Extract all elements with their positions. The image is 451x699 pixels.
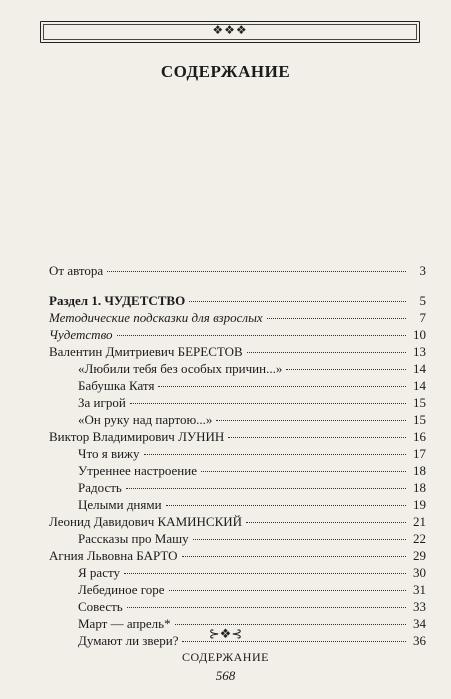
dot-leader <box>216 420 406 421</box>
toc-entry-title: «Любили тебя без особых причин...» <box>78 361 283 376</box>
toc-entry <box>49 581 426 598</box>
dot-leader <box>201 471 406 472</box>
dot-leader <box>144 454 406 455</box>
dot-leader <box>169 590 406 591</box>
toc-entry <box>49 564 426 581</box>
toc-entry <box>49 326 426 343</box>
running-footer-title: СОДЕРЖАНИЕ <box>182 650 269 664</box>
toc-entry-title: Март — апрель* <box>78 616 171 631</box>
toc-entry-page: 13 <box>413 344 426 359</box>
page-title: СОДЕРЖАНИЕ <box>160 62 291 81</box>
toc-entry-page: 15 <box>413 412 426 427</box>
page-number: 568 <box>215 668 236 683</box>
toc-entry-title: Утреннее настроение <box>78 463 197 478</box>
toc-entry <box>49 292 426 309</box>
toc-entry <box>49 309 426 326</box>
toc-entry <box>49 530 426 547</box>
dot-leader <box>117 335 406 336</box>
header-ornament-icon: ❖❖❖ <box>212 23 248 37</box>
toc-entry <box>49 343 426 360</box>
toc-entry <box>49 496 426 513</box>
toc-entry-title: Думают ли звери? <box>78 633 179 648</box>
bleed-through-text <box>36 50 436 320</box>
toc-entry <box>49 394 426 411</box>
toc-entry-page: 31 <box>413 582 426 597</box>
toc-entry-title: Лебединое горе <box>78 582 165 597</box>
toc-entry-title: Бабушка Катя <box>78 378 155 393</box>
dot-leader <box>127 607 406 608</box>
toc-entry-title: Валентин Дмитриевич БЕРЕСТОВ <box>49 344 243 359</box>
toc-entry-page: 5 <box>419 293 426 308</box>
toc-entry-title: Рассказы про Машу <box>78 531 189 546</box>
dot-leader <box>189 301 406 302</box>
toc-entry-page: 18 <box>413 480 426 495</box>
dot-leader <box>182 556 406 557</box>
header-frame <box>40 21 420 43</box>
dot-leader <box>158 386 406 387</box>
toc-entry <box>49 462 426 479</box>
toc-entry-page: 14 <box>413 361 426 376</box>
toc-entry-title: Совесть <box>78 599 123 614</box>
toc-entry-page: 29 <box>413 548 426 563</box>
toc-entry-page: 17 <box>413 446 426 461</box>
toc-entry <box>49 428 426 445</box>
dot-leader <box>130 403 406 404</box>
toc-entry-page: 19 <box>413 497 426 512</box>
toc-entry <box>49 547 426 564</box>
toc-entry-page: 21 <box>413 514 426 529</box>
dot-leader <box>124 573 406 574</box>
toc-entry <box>49 598 426 615</box>
dot-leader <box>166 505 406 506</box>
dot-leader <box>107 271 406 272</box>
toc-entry-page: 33 <box>413 599 426 614</box>
toc-entry-page: 3 <box>419 263 426 278</box>
toc-entry-page: 34 <box>413 616 426 631</box>
dot-leader <box>247 352 406 353</box>
footer-ornament-icon: ⊱❖⊰ <box>208 627 243 642</box>
dot-leader <box>193 539 406 540</box>
dot-leader <box>126 488 406 489</box>
toc-entry-title: Чудетство <box>49 327 113 342</box>
toc-entry <box>49 513 426 530</box>
toc-entry <box>49 479 426 496</box>
toc-entry-page: 14 <box>413 378 426 393</box>
toc-entry <box>49 411 426 428</box>
toc-entry <box>49 262 426 279</box>
dot-leader <box>228 437 406 438</box>
toc-entry-page: 22 <box>413 531 426 546</box>
toc-entry-page: 10 <box>413 327 426 342</box>
toc-entry-title: Радость <box>78 480 122 495</box>
toc-entry <box>49 360 426 377</box>
toc-entry-page: 16 <box>413 429 426 444</box>
toc-entry-page: 18 <box>413 463 426 478</box>
toc-entry-title: Виктор Владимирович ЛУНИН <box>49 429 225 444</box>
toc-entry-title: За игрой <box>78 395 126 410</box>
toc-entry-page: 15 <box>413 395 426 410</box>
dot-leader <box>175 624 406 625</box>
toc-entry-title: Раздел 1. ЧУДЕТСТВО <box>49 293 186 308</box>
toc-entry <box>49 377 426 394</box>
toc-entry-title: «Он руку над партою...» <box>78 412 213 427</box>
toc-entry-title: Что я вижу <box>78 446 140 461</box>
dot-leader <box>246 522 406 523</box>
toc-entry <box>49 445 426 462</box>
toc-entry-page: 30 <box>413 565 426 580</box>
toc-entry-title: Леонид Давидович КАМИНСКИЙ <box>49 514 243 529</box>
toc-entry-page: 36 <box>413 633 426 648</box>
toc-entry-title: Целыми днями <box>78 497 162 512</box>
toc-entry-page: 7 <box>419 310 426 325</box>
dot-leader <box>286 369 406 370</box>
toc-entry-title: От автора <box>49 263 104 278</box>
toc-entry-title: Агния Львовна БАРТО <box>49 548 178 563</box>
dot-leader <box>267 318 406 319</box>
toc-entry-title: Я расту <box>78 565 120 580</box>
toc-entry-title: Методические подсказки для взрослых <box>49 310 263 325</box>
